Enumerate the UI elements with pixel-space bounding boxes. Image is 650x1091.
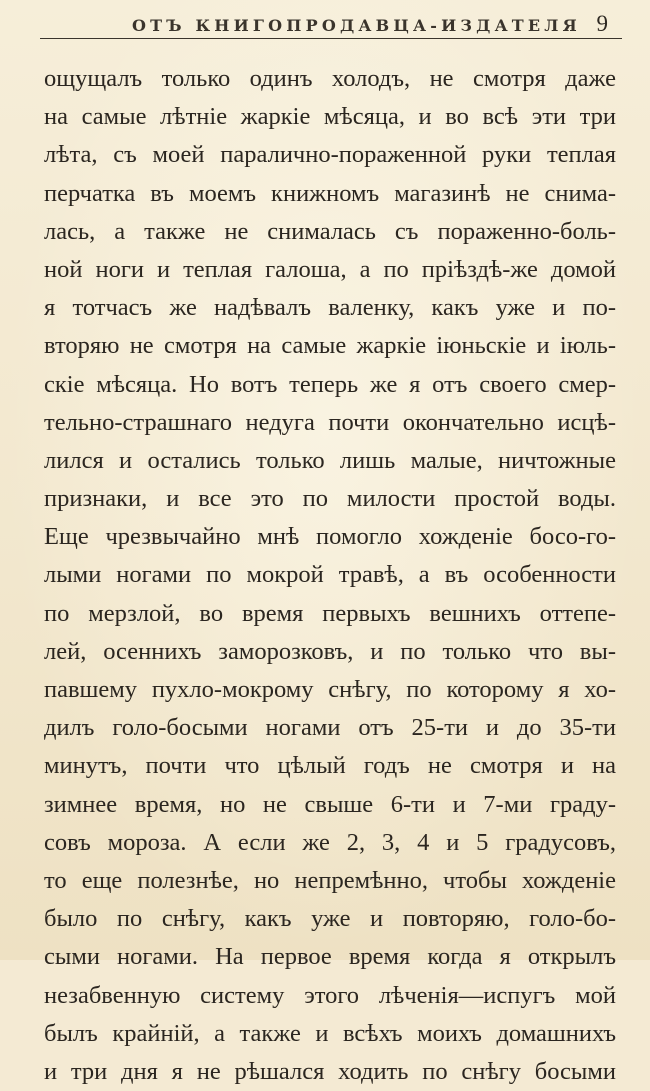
text-line: незабвенную систему этого лѣченія—испугъ мой — [44, 981, 616, 1009]
text-line: вторяю не смотря на самые жаркіе іюньскіе и іюль- — [44, 332, 616, 360]
text-line: и три дня я не рѣшался ходить по снѣгу босыми — [44, 1057, 616, 1085]
text-line: совъ мороза. А если же 2, 3, 4 и 5 градусовъ, — [44, 828, 616, 856]
text-line: я тотчасъ же надѣвалъ валенку, какъ уже и по- — [44, 294, 616, 322]
text-line: дилъ голо-босыми ногами отъ 25-ти и до 35-ти — [44, 714, 616, 742]
running-title: ОТЪ КНИГОПРОДАВЦА-ИЗДАТЕЛЯ — [132, 16, 581, 35]
text-line: павшему пухло-мокрому снѣгу, по которому я хо- — [44, 676, 616, 703]
text-line: лась, а также не снималась съ пораженно-боль- — [44, 217, 616, 245]
text-line: Еще чрезвычайно мнѣ помогло хожденіе босо-го- — [44, 523, 616, 551]
text-line: лей, осеннихъ заморозковъ, и по только что вы- — [44, 637, 616, 665]
text-line: лился и остались только лишь малые, ничтожные — [44, 446, 616, 474]
text-line: признаки, и все это по милости простой воды. — [44, 485, 616, 513]
text-line: лѣта, съ моей паралично-пораженной руки теплая — [44, 141, 616, 169]
text-line: на самые лѣтніе жаркіе мѣсяца, и во всѣ эти три — [44, 103, 616, 131]
text-line: было по снѣгу, какъ уже и повторяю, голо-бо- — [44, 905, 616, 933]
text-line: минутъ, почти что цѣлый годъ не смотря и на — [44, 752, 616, 780]
body-text — [44, 60, 616, 1091]
page-header — [40, 8, 622, 40]
text-line: сыми ногами. На первое время когда я открылъ — [44, 943, 616, 971]
header-rule — [40, 38, 622, 39]
text-line: лыми ногами по мокрой травѣ, а въ особенности — [44, 561, 616, 589]
text-line: ощущалъ только одинъ холодъ, не смотря даже — [44, 65, 616, 92]
text-line: то еще полезнѣе, но непремѣнно, чтобы хожденіе — [44, 866, 616, 894]
text-line: скіе мѣсяца. Но вотъ теперь же я отъ своего смер- — [44, 370, 616, 398]
text-line: по мерзлой, во время первыхъ вешнихъ оттепе- — [44, 599, 616, 627]
page-number: 9 — [596, 11, 608, 36]
text-line: зимнее время, но не свыше 6-ти и 7-ми граду- — [44, 790, 616, 818]
text-line: ной ноги и теплая галоша, а по пріѣздѣ-же домой — [44, 255, 616, 283]
text-line: былъ крайній, а также и всѣхъ моихъ домашнихъ — [44, 1019, 616, 1047]
text-line: перчатка въ моемъ книжномъ магазинѣ не снима- — [44, 179, 616, 207]
text-line: тельно-страшнаго недуга почти окончательно исцѣ- — [44, 408, 616, 436]
